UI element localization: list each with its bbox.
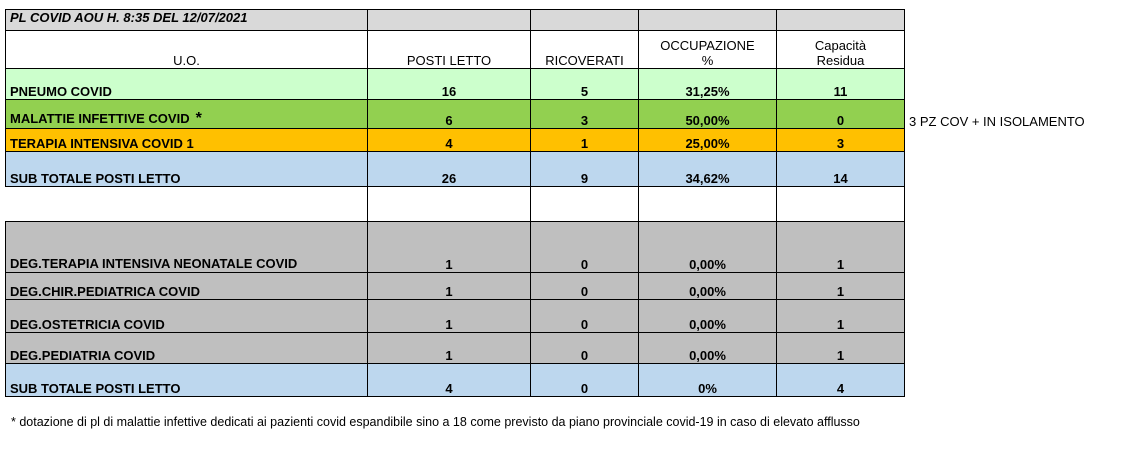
row-posti: 1 bbox=[368, 273, 531, 300]
subtotal-residua: 4 bbox=[777, 364, 905, 397]
table-row bbox=[6, 300, 905, 333]
row-occupazione: 0,00% bbox=[639, 222, 777, 273]
subtotal-ricoverati: 0 bbox=[531, 364, 639, 397]
header-capacita-line2: Residua bbox=[816, 53, 865, 68]
table-row bbox=[6, 222, 905, 273]
row-name: DEG.OSTETRICIA COVID bbox=[6, 300, 368, 333]
row-residua: 1 bbox=[777, 273, 905, 300]
subtotal-occupazione: 34,62% bbox=[639, 152, 777, 187]
row-ricoverati: 0 bbox=[531, 222, 639, 273]
header-posti-letto: POSTI LETTO bbox=[368, 31, 531, 69]
subtotal-row bbox=[6, 364, 905, 397]
row-name-cell bbox=[6, 100, 368, 129]
title-cell-empty bbox=[368, 10, 531, 31]
isolation-note: 3 PZ COV + IN ISOLAMENTO bbox=[909, 114, 1085, 129]
table-row bbox=[6, 333, 905, 364]
subtotal-name: SUB TOTALE POSTI LETTO bbox=[6, 364, 368, 397]
row-name: MALATTIE INFETTIVE COVID bbox=[10, 111, 190, 126]
table-row bbox=[6, 69, 905, 100]
subtotal-ricoverati: 9 bbox=[531, 152, 639, 187]
table-row bbox=[6, 129, 905, 152]
subtotal-residua: 14 bbox=[777, 152, 905, 187]
row-posti: 1 bbox=[368, 300, 531, 333]
table-title: PL COVID AOU H. 8:35 DEL 12/07/2021 bbox=[6, 10, 368, 31]
row-posti: 4 bbox=[368, 129, 531, 152]
row-ricoverati: 5 bbox=[531, 69, 639, 100]
row-occupazione: 50,00% bbox=[639, 100, 777, 129]
table-row bbox=[6, 100, 905, 129]
row-posti: 1 bbox=[368, 333, 531, 364]
row-name: DEG.PEDIATRIA COVID bbox=[6, 333, 368, 364]
footnote-marker: * bbox=[195, 110, 202, 127]
header-row bbox=[6, 31, 905, 69]
row-residua: 3 bbox=[777, 129, 905, 152]
header-uo: U.O. bbox=[6, 31, 368, 69]
row-residua: 1 bbox=[777, 222, 905, 273]
spacer-cell bbox=[777, 187, 905, 222]
row-name-cell bbox=[6, 222, 368, 273]
row-ricoverati: 3 bbox=[531, 100, 639, 129]
row-ricoverati: 1 bbox=[531, 129, 639, 152]
table-row bbox=[6, 273, 905, 300]
header-occupazione-line1: OCCUPAZIONE bbox=[660, 38, 755, 53]
row-name: TERAPIA INTENSIVA COVID 1 bbox=[6, 129, 368, 152]
row-residua: 11 bbox=[777, 69, 905, 100]
spacer-row bbox=[6, 187, 905, 222]
title-cell-empty bbox=[531, 10, 639, 31]
title-cell-empty bbox=[639, 10, 777, 31]
title-row bbox=[6, 10, 905, 31]
header-capacita-line1: Capacità bbox=[814, 38, 867, 53]
subtotal-occupazione: 0% bbox=[639, 364, 777, 397]
row-posti: 1 bbox=[368, 222, 531, 273]
row-ricoverati: 0 bbox=[531, 273, 639, 300]
covid-beds-table bbox=[5, 9, 905, 397]
row-posti: 16 bbox=[368, 69, 531, 100]
row-occupazione: 25,00% bbox=[639, 129, 777, 152]
row-posti: 6 bbox=[368, 100, 531, 129]
row-residua: 0 bbox=[777, 100, 905, 129]
row-occupazione: 0,00% bbox=[639, 273, 777, 300]
spacer-cell bbox=[368, 187, 531, 222]
row-residua: 1 bbox=[777, 333, 905, 364]
spacer-cell bbox=[6, 187, 368, 222]
spacer-cell bbox=[531, 187, 639, 222]
row-name-line2: COVID bbox=[256, 256, 298, 271]
row-occupazione: 0,00% bbox=[639, 333, 777, 364]
header-ricoverati: RICOVERATI bbox=[531, 31, 639, 69]
header-occupazione-line2: % bbox=[701, 53, 714, 68]
title-cell-empty bbox=[777, 10, 905, 31]
footnote: * dotazione di pl di malattie infettive dedicati ai pazienti covid espandibile sino a 18 come previsto da piano provinciale covid-19 in caso di elevato afflusso bbox=[11, 415, 860, 429]
row-ricoverati: 0 bbox=[531, 300, 639, 333]
header-capacita bbox=[777, 31, 905, 69]
row-name-line1: DEG.TERAPIA INTENSIVA NEONATALE bbox=[10, 256, 253, 271]
subtotal-posti: 4 bbox=[368, 364, 531, 397]
subtotal-name: SUB TOTALE POSTI LETTO bbox=[6, 152, 368, 187]
row-name: DEG.CHIR.PEDIATRICA COVID bbox=[6, 273, 368, 300]
header-occupazione bbox=[639, 31, 777, 69]
subtotal-posti: 26 bbox=[368, 152, 531, 187]
row-ricoverati: 0 bbox=[531, 333, 639, 364]
spacer-cell bbox=[639, 187, 777, 222]
subtotal-row bbox=[6, 152, 905, 187]
row-occupazione: 0,00% bbox=[639, 300, 777, 333]
row-name: PNEUMO COVID bbox=[6, 69, 368, 100]
row-occupazione: 31,25% bbox=[639, 69, 777, 100]
row-residua: 1 bbox=[777, 300, 905, 333]
